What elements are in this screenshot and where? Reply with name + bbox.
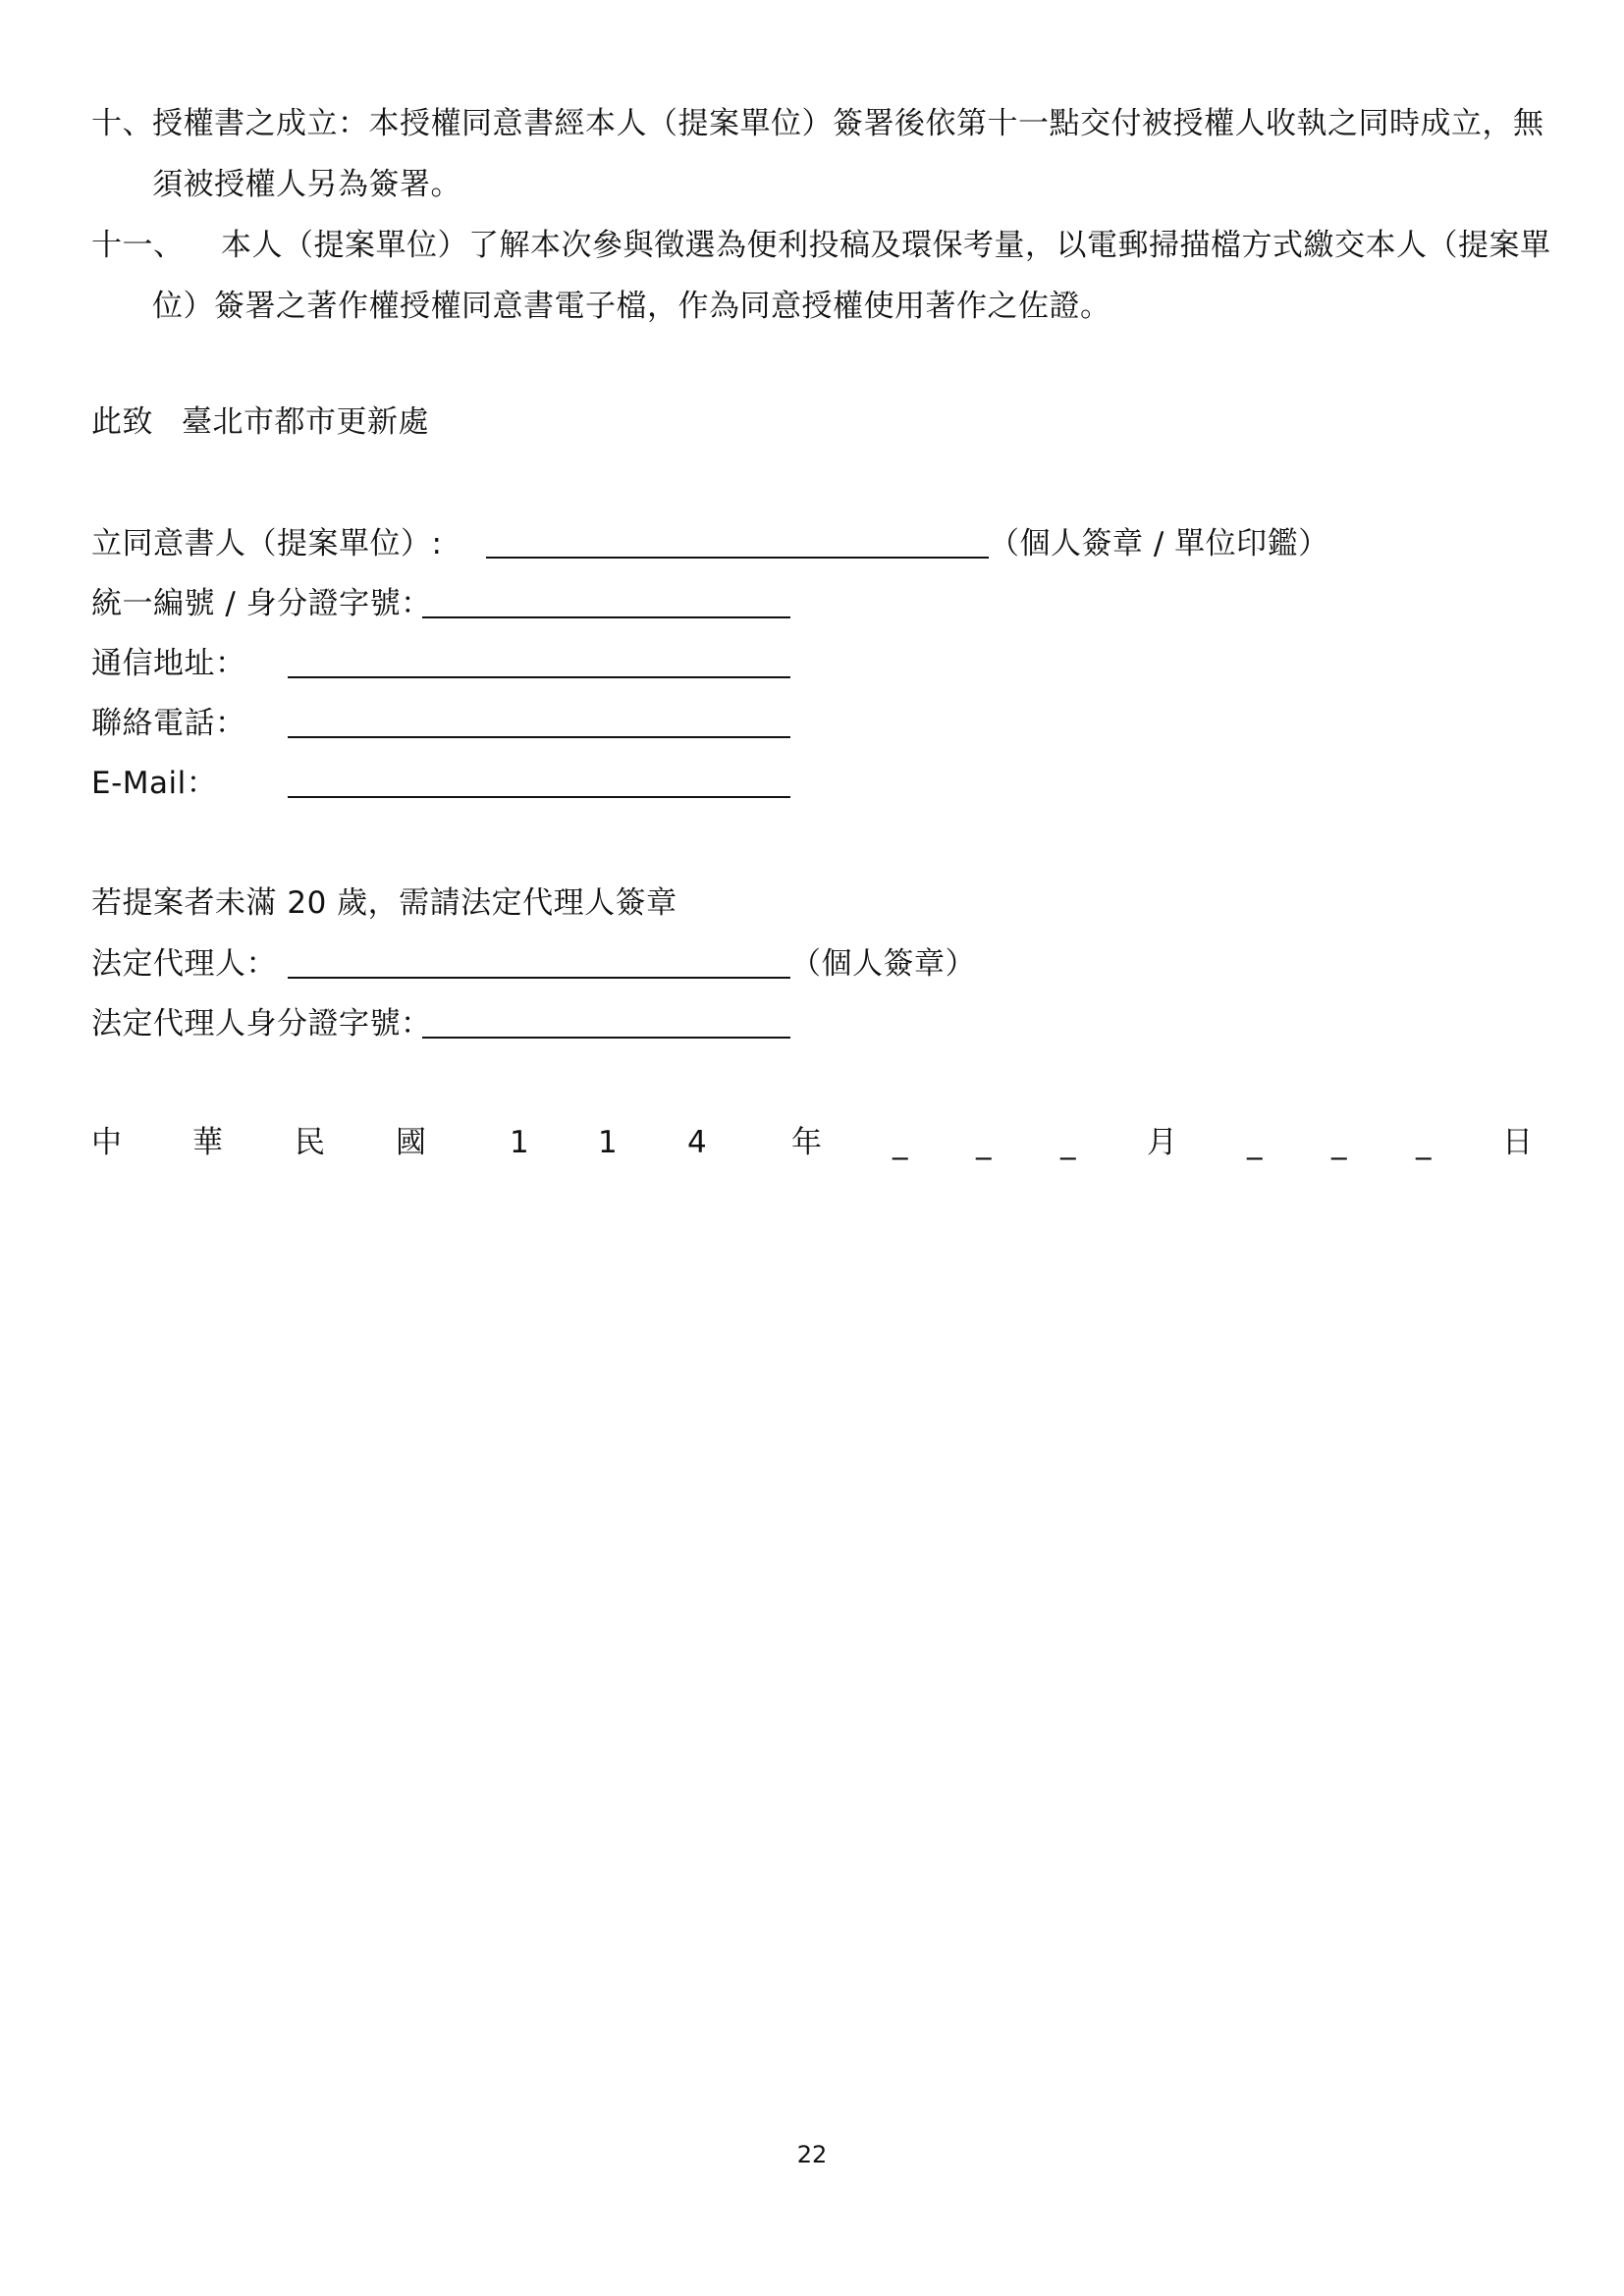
guardian-name-note: （個人簽章） [790,946,976,982]
date-year-digit: 1 [510,1125,529,1160]
date-year-digit: 1 [598,1125,618,1160]
id-label: 統一編號 / 身分證字號： [91,586,432,621]
date-char: 中 [91,1125,122,1160]
email-label: E-Mail： [91,766,218,801]
consenter-note: （個人簽章 / 單位印鑑） [989,526,1329,561]
date-char: 國 [396,1125,426,1160]
date-char: 民 [295,1125,325,1160]
address-line[interactable] [288,676,790,678]
month-blank[interactable]: _ [893,1125,908,1160]
consenter-signature-line[interactable] [486,557,989,559]
phone-label: 聯絡電話： [91,706,246,741]
address-label: 通信地址： [91,646,246,681]
clause-11-text-line1: 本人（提案單位）了解本次參與徵選為便利投稿及環保考量，以電郵掃描檔方式繳交本人（提案單 [221,228,1551,263]
clause-10-text-line2: 須被授權人另為簽署。 [152,167,461,202]
month-blank[interactable]: _ [976,1125,992,1160]
id-number-line[interactable] [422,616,790,618]
date-char: 月 [1147,1125,1177,1160]
guardian-id-label: 法定代理人身分證字號： [91,1006,432,1041]
guardian-id-line[interactable] [422,1037,790,1039]
consenter-label: 立同意書人（提案單位）: [91,526,443,561]
day-blank[interactable]: _ [1331,1125,1347,1160]
date-char: 日 [1502,1125,1533,1160]
guardian-notice: 若提案者未滿 20 歲，需請法定代理人簽章 [91,885,677,921]
clause-11-number: 十一、 [91,228,185,263]
salutation-prefix: 此致 [91,404,153,440]
clause-10-text-line1: 授權書之成立：本授權同意書經本人（提案單位）簽署後依第十一點交付被授權人收執之同時成立，無 [152,106,1544,141]
clause-11-text-line2: 位）簽署之著作權授權同意書電子檔，作為同意授權使用著作之佐證。 [152,289,1111,324]
date-char: 華 [192,1125,223,1160]
email-line[interactable] [288,796,790,798]
month-blank[interactable]: _ [1060,1125,1076,1160]
clause-10-number: 十、 [91,106,153,141]
day-blank[interactable]: _ [1247,1125,1263,1160]
phone-line[interactable] [288,736,790,738]
date-char: 年 [791,1125,822,1160]
salutation-recipient: 臺北市都市更新處 [182,404,429,440]
date-year-digit: 4 [687,1125,707,1160]
guardian-name-label: 法定代理人： [91,946,277,982]
day-blank[interactable]: _ [1416,1125,1432,1160]
guardian-signature-line[interactable] [288,977,790,979]
page-number: 22 [796,2141,828,2168]
